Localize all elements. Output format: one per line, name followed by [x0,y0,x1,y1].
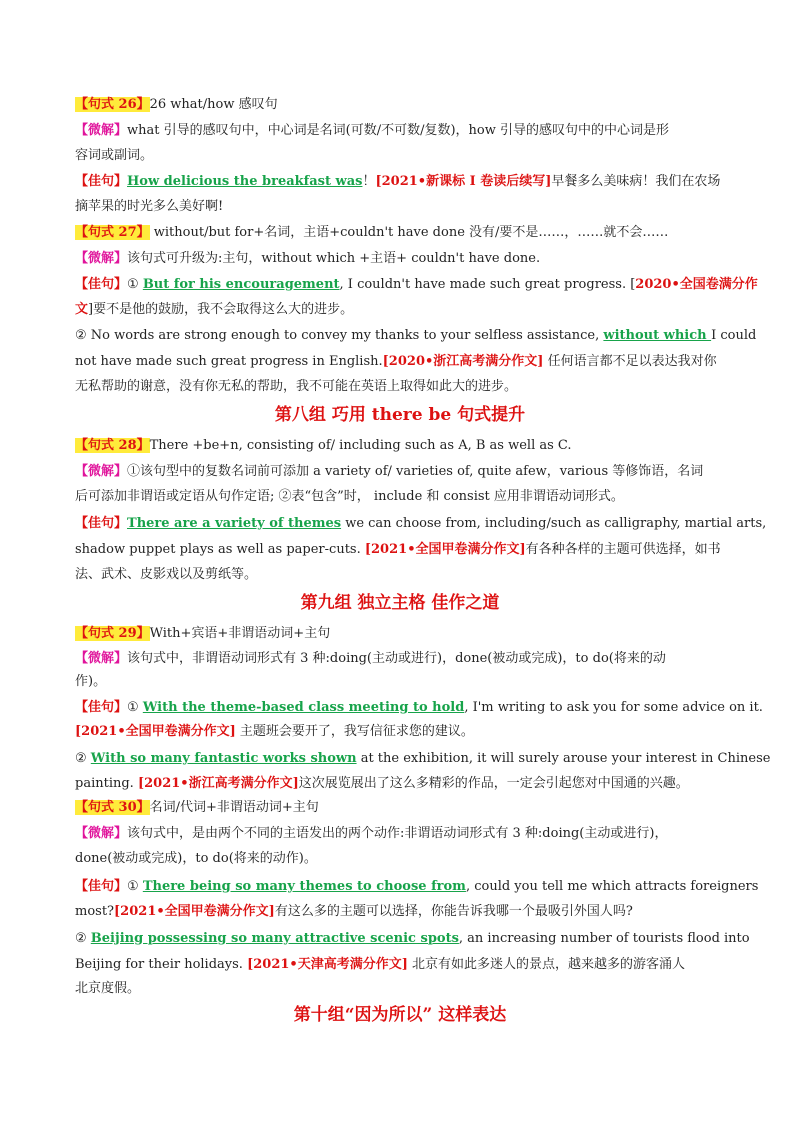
pattern-29-line [75,624,755,646]
pattern-text: 名词/代词+非谓语动词+主句 [149,800,319,815]
example-highlight: There being so many themes to choose from [142,879,466,894]
example-line [75,979,755,1001]
example-source: 2020•全国卷满分作 [635,277,758,292]
example-text: ① [127,700,143,715]
example-line [75,540,755,562]
example-line [75,514,767,536]
example-source: [2021•浙江高考满分作文] [137,776,299,791]
example-line [75,326,755,348]
explanation-text: 该句式中，非谓语动词形式有 3 种:doing(主动或进行)，done(被动或完成)，to do(将来的动 [127,651,666,666]
example-line [75,172,755,194]
example-source: 文 [75,302,89,317]
explanation-tag: 【微解】 [75,123,128,138]
example-tag: 【佳句】 [75,277,128,292]
explanation-text: 后可添加非谓语或定语从句作定语; ②表“包含”时， include 和 consist 应用非谓语动词形式。 [75,489,624,504]
example-text: ① [127,277,143,292]
example-highlight: With the theme-based class meeting to hold [142,700,465,715]
example-line [75,300,755,322]
section-heading-10: 第十组“因为所以” 这样表达 [293,1005,507,1025]
example-text: 早餐多么美味病！我们在农场 [551,174,721,189]
example-text: ② [75,751,91,766]
example-line [75,722,755,744]
example-source: [2021•全国甲卷满分作文] [364,542,526,557]
pattern-text: With+宾语+非谓语动词+主句 [149,626,331,641]
example-text: 主题班会要开了，我写信征求您的建议。 [235,724,474,739]
example-tag: 【佳句】 [75,174,128,189]
pattern-28-line [75,436,755,458]
explanation-line [75,849,755,871]
example-tag: 【佳句】 [75,879,128,894]
example-text: not have made such great progress in English. [75,354,383,369]
example-line [75,275,758,297]
example-line [75,698,763,720]
explanation-line [75,672,755,694]
example-highlight: There are a variety of themes [127,516,342,531]
example-highlight: But for his encouragement [142,277,340,292]
example-highlight: Beijing possessing so many attractive scenic spots [90,931,459,946]
example-text: painting. [75,776,138,791]
pattern-tag: 【句式 27】 [75,225,150,240]
example-text: 这次展览展出了这么多精彩的作品，一定会引起您对中国通的兴趣。 [298,776,689,791]
example-text: , an increasing number of tourists flood into [458,931,750,946]
explanation-text: ①该句型中的复数名词前可添加 a variety of/ varieties of, quite afew，various 等修饰语，名词 [127,464,704,479]
example-text: 北京度假。 [75,981,141,996]
explanation-text: what 引导的感叹句中，中心词是名词(可数/不可数/复数)，how 引导的感叹句中的中心词是形 [127,123,669,138]
pattern-text: 26 what/how 感叹句 [149,97,278,112]
explanation-text: 容词或副词。 [75,148,154,163]
example-text: we can choose from, including/such as calligraphy, martial arts, [341,516,767,531]
explanation-line [75,462,755,484]
example-line [75,197,755,219]
example-text: 无私帮助的谢意，没有你无私的帮助，我不可能在英语上取得如此大的进步。 [75,379,518,394]
example-line [75,929,755,951]
example-line [75,902,755,924]
example-text: 摘苹果的时光多么美好啊! [75,199,224,214]
example-line [75,377,755,399]
explanation-tag: 【微解】 [75,251,128,266]
explanation-tag: 【微解】 [75,826,128,841]
explanation-tag: 【微解】 [75,651,128,666]
example-highlight: With so many fantastic works shown [90,751,357,766]
section-heading-8: 第八组 巧用 there be 句式提升 [274,405,526,425]
example-tag: 【佳句】 [75,516,128,531]
example-text: 有这么多的主题可以选择，你能告诉我哪一个最吸引外国人吗? [274,904,633,919]
pattern-text: without/but for+名词，主语+couldn't have done 没有/要不是……，……就不会…… [149,225,669,240]
pattern-26-line [75,95,755,117]
example-text: , I'm writing to ask you for some advice on it. [464,700,763,715]
example-text: 任何语言都不足以表达我对你 [543,354,717,369]
explanation-line [75,824,755,846]
example-line [75,565,755,587]
explanation-line [75,249,755,271]
example-text: at the exhibition, it will surely arouse your interest in Chinese [356,751,771,766]
section-heading-9: 第九组 独立主格 佳作之道 [300,593,500,613]
pattern-tag: 【句式 30】 [75,800,150,815]
example-source: [2021•新课标 I 卷读后续写] [375,174,552,189]
pattern-text: There +be+n, consisting of/ including such as A, B as well as C. [149,438,572,453]
example-line [75,352,755,374]
example-text: ② No words are strong enough to convey my thanks to your selfless assistance, [75,328,604,343]
explanation-text: 该句式可升级为:主句，without which +主语+ couldn't have done. [127,251,541,266]
example-text: 北京有如此多迷人的景点，越来越多的游客涌人 [407,957,686,972]
example-source: [2021•天津高考满分作文] [247,957,408,972]
example-text: shadow puppet plays as well as paper-cuts. [75,542,365,557]
example-text: ① [127,879,143,894]
explanation-line [75,649,755,671]
example-line [75,955,755,977]
example-line [75,774,755,796]
example-line [75,877,759,899]
example-text: 法、武术、皮影戏以及剪纸等。 [75,567,258,582]
pattern-tag: 【句式 26】 [75,97,150,112]
pattern-30-line [75,798,755,820]
explanation-text: 作)。 [75,674,107,689]
example-source: [2021•全国甲卷满分作文] [114,904,275,919]
example-text: ！ [362,174,376,189]
pattern-tag: 【句式 28】 [75,438,150,453]
pattern-27-line [75,223,755,245]
explanation-line [75,487,755,509]
example-line [75,749,771,771]
example-source: [2020•浙江高考满分作文] [382,354,544,369]
example-text: most? [75,904,115,919]
example-text: , could you tell me which attracts foreigners [465,879,759,894]
example-text: , I couldn't have made such great progress. [ [339,277,636,292]
explanation-tag: 【微解】 [75,464,128,479]
example-text: Beijing for their holidays. [75,957,248,972]
example-tag: 【佳句】 [75,700,128,715]
explanation-line [75,146,755,168]
example-highlight: How delicious the breakfast was [127,174,363,189]
pattern-tag: 【句式 29】 [75,626,150,641]
explanation-line [75,121,755,143]
explanation-text: 该句式中，是由两个不同的主语发出的两个动作:非谓语动词形式有 3 种:doing(主动或进行)， [127,826,668,841]
example-text: ]要不是他的鼓励，我不会取得这么大的进步。 [88,302,354,317]
explanation-text: done(被动或完成)，to do(将来的动作)。 [75,851,317,866]
example-highlight: without which [603,328,712,343]
example-text: ② [75,931,91,946]
example-text: I could [711,328,757,343]
example-text: 有各种各样的主题可供选择，如书 [525,542,721,557]
example-source: [2021•全国甲卷满分作文] [75,724,236,739]
